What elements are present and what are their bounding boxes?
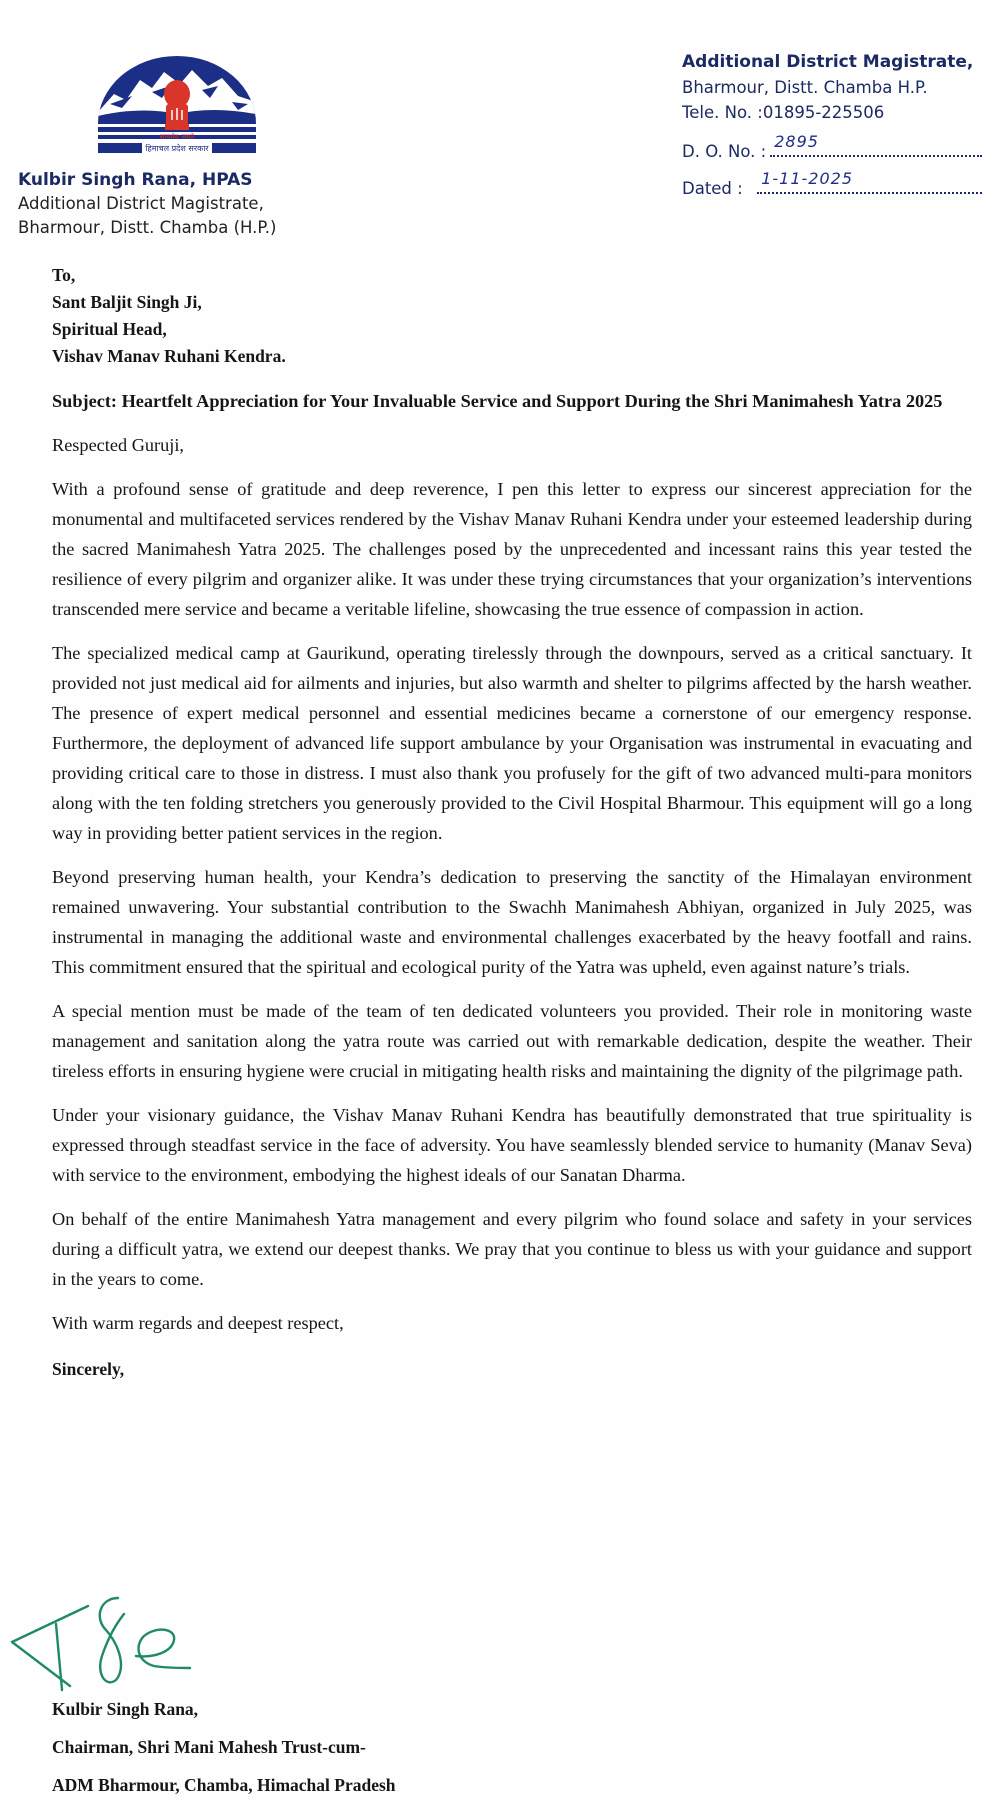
paragraph: On behalf of the entire Manimahesh Yatra management and every pilgrim who found solace and safety in your services during a difficult yatra, we extend our deepest thanks. We pray that you continue to bless us with your guidance and support in the years to come.	[52, 1209, 972, 1289]
emblem-motto: सत्यमेव जयते	[159, 133, 195, 141]
letter-body	[52, 262, 972, 1384]
signatory-role-line2: ADM Bharmour, Chamba, Himachal Pradesh	[52, 1775, 396, 1795]
office-place: Bharmour, Distt. Chamba H.P.	[682, 78, 928, 97]
recipient-address	[52, 262, 972, 370]
office-phone: Tele. No. :01895-225506	[682, 103, 885, 122]
signatory-role-line1: Chairman, Shri Mani Mahesh Trust-cum-	[52, 1737, 366, 1757]
signatory-block	[52, 1690, 396, 1804]
recipient-org: Vishav Manav Ruhani Kendra.	[52, 346, 286, 366]
letterhead-left	[18, 168, 276, 240]
emblem-caption: हिमाचल प्रदेश सरकार	[145, 144, 209, 153]
closing-line: With warm regards and deepest respect,	[52, 1313, 344, 1333]
paragraph: The specialized medical camp at Gaurikund, operating tirelessly through the downpours, served as a critical sanctuary. It provided not just medical aid for ailments and injuries, but also warmth and shelter to pilgrims affected by the harsh weather. The presence of expert medical personnel and essential medicines became a cornerstone of our emergency response. Furthermore, the deployment of advanced life support ambulance by your Organisation was instrumental in evacuating and providing critical care to those in distress. I must also thank you profusely for the gift of two advanced multi-para monitors along with the ten folding stretchers you generously provided to the Civil Hospital Bharmour. This equipment will go a long way in providing better patient services in the region.	[52, 643, 972, 843]
officer-designation: Additional District Magistrate,	[18, 194, 264, 213]
office-title: Additional District Magistrate,	[682, 52, 974, 72]
paragraph: With a profound sense of gratitude and deep reverence, I pen this letter to express our sincerest appreciation for the monumental and multifaceted services rendered by the Vishav Manav Ruhani Kendra under your esteemed leadership during the sacred Manimahesh Yatra 2025. The challenges posed by the unprecedented and incessant rains this year tested the resilience of every pilgrim and organizer alike. It was under these trying circumstances that your organization’s interventions transcended mere service and became a veritable lifeline, showcasing the true essence of compassion in action.	[52, 479, 972, 619]
paragraph: A special mention must be made of the team of ten dedicated volunteers you provided. Their role in monitoring waste management and sanitation along the yatra route was carried out with remarkable dedication, despite the weather. Their tireless efforts in ensuring hygiene were crucial in mitigating health risks and maintaining the dignity of the pilgrimage path.	[52, 1001, 972, 1081]
paragraph: Beyond preserving human health, your Kendra’s dedication to preserving the sanctity of the Himalayan environment remained unwavering. Your substantial contribution to the Swachh Manimahesh Abhiyan, organized in July 2025, was instrumental in managing the additional waste and environmental challenges exacerbated by the heavy footfall and rains. This commitment ensured that the spiritual and ecological purity of the Yatra was upheld, even against nature’s trials.	[52, 867, 972, 977]
ashoka-lion-capital-icon	[164, 80, 190, 130]
paragraph: Under your visionary guidance, the Vishav Manav Ruhani Kendra has beautifully demonstrated that true spirituality is expressed through steadfast service in the face of adversity. You have seamlessly blended service to humanity (Manav Seva) with service to the environment, embodying the highest ideals of our Sanatan Dharma.	[52, 1105, 972, 1185]
date-value: 1-11-2025	[761, 169, 854, 188]
do-number-label: D. O. No. :	[682, 142, 767, 161]
do-number-value: 2895	[774, 132, 819, 151]
recipient-to: To,	[52, 265, 76, 285]
date-row	[682, 169, 982, 201]
do-number-row	[682, 132, 982, 164]
sign-off: Sincerely,	[52, 1359, 125, 1379]
recipient-name: Sant Baljit Singh Ji,	[52, 292, 202, 312]
government-emblem-icon	[92, 50, 262, 158]
letterhead-right	[682, 50, 982, 201]
salutation: Respected Guruji,	[52, 435, 184, 455]
officer-place: Bharmour, Distt. Chamba (H.P.)	[18, 218, 277, 237]
signatory-name: Kulbir Singh Rana,	[52, 1699, 199, 1719]
officer-name: Kulbir Singh Rana, HPAS	[18, 170, 253, 190]
signature-icon	[4, 1594, 194, 1704]
date-label: Dated :	[682, 179, 754, 198]
date-field	[757, 169, 982, 194]
do-number-field	[770, 132, 982, 157]
recipient-title: Spiritual Head,	[52, 319, 167, 339]
subject-line: Subject: Heartfelt Appreciation for Your Invaluable Service and Support During the Shri Manimahesh Yatra 2025	[52, 391, 943, 411]
